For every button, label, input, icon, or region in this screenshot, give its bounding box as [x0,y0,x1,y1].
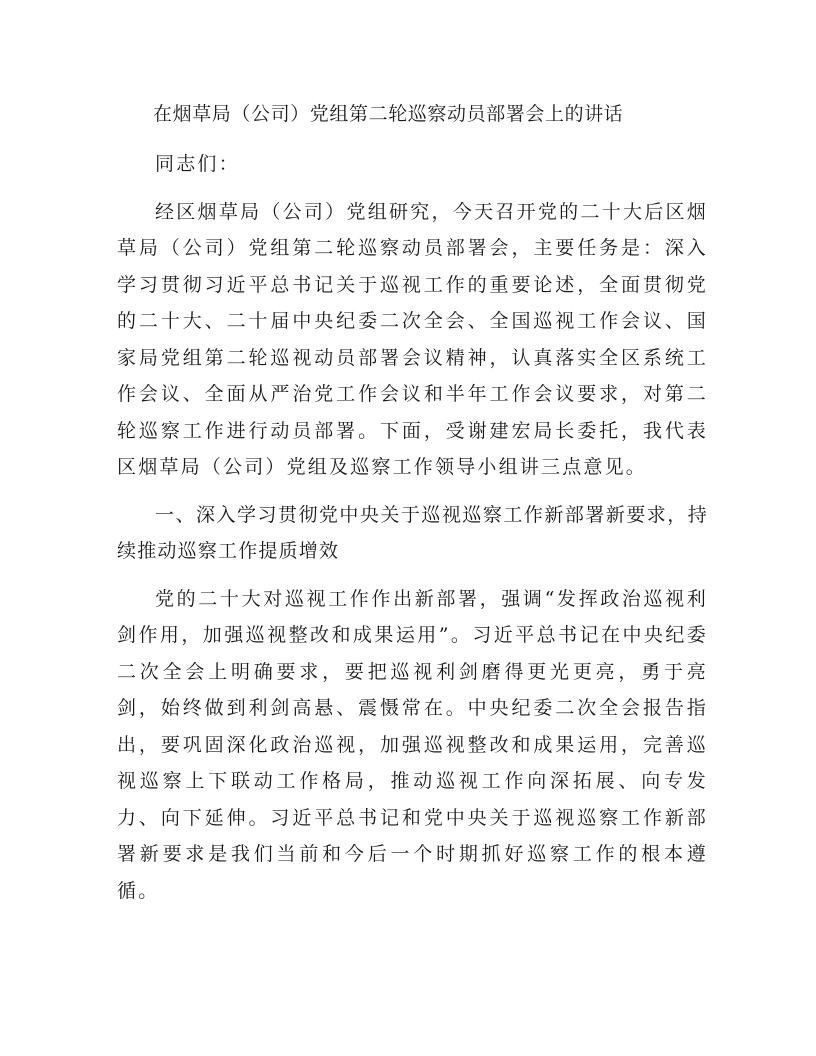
section-heading: 一、深入学习贯彻党中央关于巡视巡察工作新部署新要求，持续推动巡察工作提质增效 [117,503,708,562]
section-paragraph: 党的二十大对巡视工作作出新部署，强调“发挥政治巡视利剑作用，加强巡视整改和成果运用”。习近平总书记在中央纪委二次全会上明确要求，要把巡视利剑磨得更光更亮，勇于亮剑，始终做到利剑高悬、震慑常在。中央纪委二次全会报告指出，要巩固深化政治巡视，加强巡视整改和成果运用，完善巡视巡察上下联动工作格局，推动巡视工作向深拓展、向专发力、向下延伸。习近平总书记和党中央关于巡视巡察工作新部署新要求是我们当前和今后一个时期抓好巡察工作的根本遵循。 [117,587,708,902]
intro-paragraph: 经区烟草局（公司）党组研究，今天召开党的二十大后区烟草局（公司）党组第二轮巡察动员部署会，主要任务是：深入学习贯彻习近平总书记关于巡视工作的重要论述，全面贯彻党的二十大、二十届中央纪委二次全会、全国巡视工作会议、国家局党组第二轮巡视动员部署会议精神，认真落实全区系统工作会议、全面从严治党工作会议和半年工作会议要求，对第二轮巡察工作进行动员部署。下面，受谢建宏局长委托，我代表区烟草局（公司）党组及巡察工作领导小组讲三点意见。 [117,200,708,478]
document-body [117,96,708,909]
document-title: 在烟草局（公司）党组第二轮巡察动员部署会上的讲话 [153,103,624,125]
salutation: 同志们： [155,153,240,175]
